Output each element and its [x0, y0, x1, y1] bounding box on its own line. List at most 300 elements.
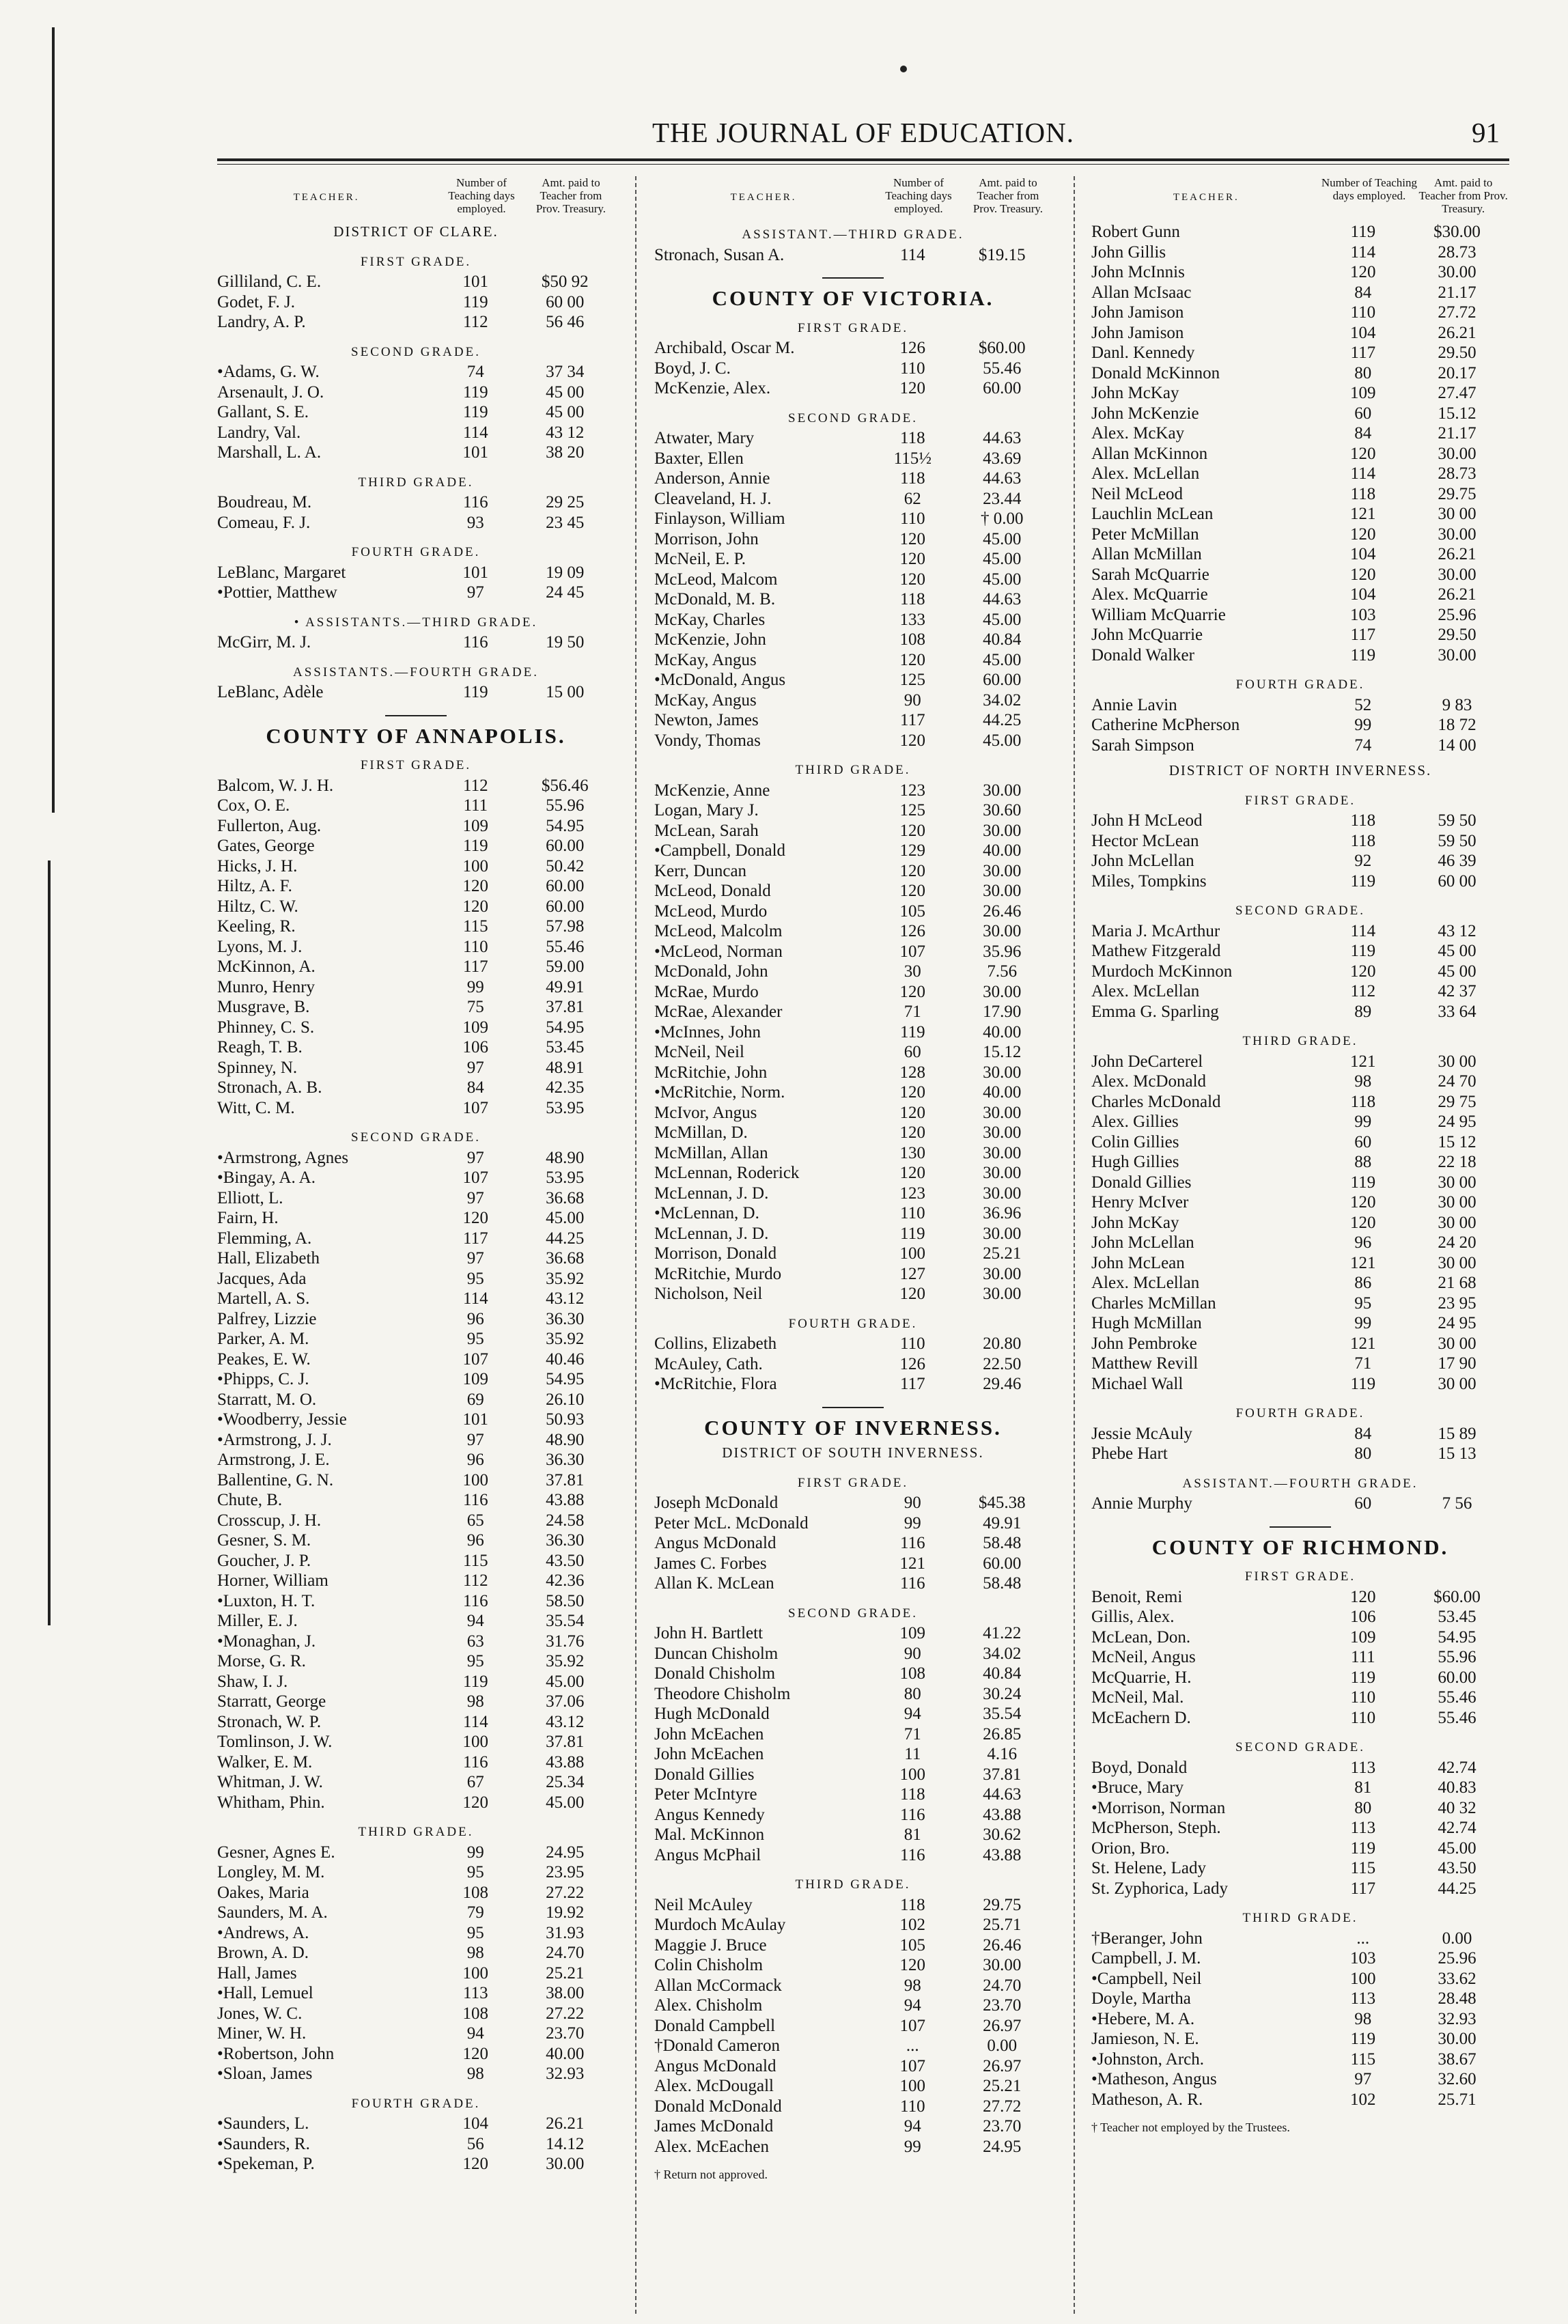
table-row	[654, 1996, 1052, 2016]
grade-heading: FIRST GRADE.	[797, 320, 909, 335]
table-row	[654, 2097, 1052, 2117]
teacher-name: Allan McKinnon	[1091, 444, 1208, 463]
amount-value: 7.56	[987, 962, 1018, 981]
teacher-name: Gilliland, C. E.	[217, 272, 322, 291]
table-row	[1091, 811, 1509, 831]
table-row	[1091, 1424, 1509, 1444]
table-row	[1091, 921, 1509, 942]
amount-value: 29.75	[983, 1895, 1022, 1914]
table-row	[654, 1664, 1052, 1684]
table-row	[217, 2024, 615, 2044]
days-value: 119	[1350, 645, 1376, 664]
days-value: 120	[899, 1123, 926, 1142]
days-value: 120	[1350, 263, 1376, 281]
amount-value: 49.91	[983, 1513, 1022, 1532]
table-row	[1091, 1152, 1509, 1173]
teacher-name: Landry, Val.	[217, 423, 301, 442]
table-row	[217, 897, 615, 917]
days-value: 100	[899, 2077, 926, 2095]
amount-value: 30.00	[983, 1264, 1022, 1283]
table-row	[654, 1845, 1052, 1866]
amount-value: 40.83	[1438, 1778, 1476, 1797]
amount-value: 30.62	[983, 1825, 1022, 1844]
teacher-name: •Hebere, M. A.	[1091, 2009, 1195, 2028]
days-value: 100	[462, 1733, 489, 1751]
days-value: 119	[1350, 1374, 1376, 1393]
amount-value: 50.42	[546, 856, 585, 876]
days-value: 112	[1350, 982, 1376, 1000]
table-row	[217, 1883, 615, 1903]
table-row	[217, 382, 615, 403]
header-amount: Amt. paid to Teacher from Prov. Treasury.	[972, 176, 1044, 215]
teacher-name: Henry McIver	[1091, 1193, 1189, 1212]
table-row	[1091, 504, 1509, 524]
table-row	[1091, 1989, 1509, 2009]
table-row	[654, 942, 1052, 962]
days-value: 106	[1350, 1608, 1376, 1626]
table-row	[217, 2064, 615, 2084]
teacher-name: Peter McIntyre	[654, 1785, 757, 1804]
column-1	[217, 176, 615, 2174]
amount-value: 34.02	[983, 690, 1022, 710]
teacher-name: •Morrison, Norman	[1091, 1798, 1226, 1817]
amount-value: 37.81	[546, 1470, 585, 1489]
amount-value: 30.00	[983, 1285, 1022, 1303]
table-row	[1091, 323, 1509, 344]
days-value: 84	[1354, 424, 1372, 443]
teacher-name: Emma G. Sparling	[1091, 1002, 1219, 1021]
amount-value: 38.67	[1438, 2049, 1476, 2069]
teacher-name: Hall, James	[217, 1963, 297, 1983]
days-value: 100	[462, 856, 489, 876]
amount-value: 25.71	[1438, 2090, 1476, 2109]
amount-value: 40.00	[546, 2044, 585, 2063]
table-row	[1091, 1838, 1509, 1859]
days-value: 110	[1350, 1708, 1376, 1727]
amount-value: 54.95	[546, 816, 585, 835]
days-value: 104	[1350, 545, 1376, 563]
amount-value: 30.00	[983, 1103, 1022, 1122]
table-row	[1091, 1587, 1509, 1608]
amount-value: 57.98	[546, 917, 585, 936]
amount-value: 30.00	[983, 1224, 1022, 1243]
grade-heading: SECOND GRADE.	[1235, 1740, 1365, 1754]
table-row	[217, 682, 615, 703]
amount-value: 43.50	[546, 1551, 585, 1570]
amount-value: 35.96	[983, 942, 1022, 961]
table-row	[217, 1470, 615, 1491]
days-value: 109	[899, 1624, 926, 1642]
teacher-name: Spinney, N.	[217, 1058, 298, 1077]
teacher-name: McLean, Don.	[1091, 1627, 1191, 1647]
amount-value: $60.00	[978, 339, 1026, 357]
days-value: 128	[899, 1063, 926, 1082]
amount-value: 14 00	[1438, 736, 1476, 755]
days-value: 126	[899, 339, 926, 357]
amount-value: 24.95	[983, 2137, 1022, 2156]
table-row	[654, 881, 1052, 901]
table-row	[217, 1430, 615, 1451]
header-days: Number of Teaching days employed.	[885, 176, 952, 215]
teacher-name: Starratt, George	[217, 1692, 326, 1711]
teacher-name: Miles, Tompkins	[1091, 871, 1207, 891]
teacher-name: John McEachen	[654, 1724, 764, 1744]
amount-value: 25.71	[983, 1916, 1022, 1934]
table-row	[217, 312, 615, 333]
days-value: 120	[899, 1083, 926, 1102]
days-value: 74	[466, 363, 484, 381]
header-amount: Amt. paid to Teacher from Prov. Treasury.	[535, 176, 606, 215]
days-value: 104	[1350, 323, 1376, 342]
teacher-name: Angus McDonald	[654, 1534, 776, 1552]
days-value: 119	[1350, 2030, 1376, 2048]
days-value: 110	[900, 2097, 925, 2116]
days-value: 120	[899, 1285, 926, 1303]
teacher-name: Baxter, Ellen	[654, 449, 744, 468]
amount-value: 60.00	[546, 877, 585, 895]
amount-value: 26.46	[983, 1935, 1022, 1955]
teacher-name: McLeod, Malcolm	[654, 922, 783, 940]
days-value: 116	[900, 1574, 925, 1593]
table-row	[654, 1955, 1052, 1976]
teacher-name: John McKay	[1091, 1213, 1179, 1232]
teacher-name: McRitchie, John	[654, 1063, 768, 1082]
table-row	[654, 2056, 1052, 2077]
amount-value: 46 39	[1438, 852, 1476, 870]
teacher-name: Donald Gillies	[654, 1765, 755, 1784]
days-value: 120	[462, 2155, 489, 2173]
teacher-name: Danl. Kennedy	[1091, 344, 1195, 362]
days-value: 56	[466, 2134, 484, 2153]
amount-value: 56 46	[546, 313, 585, 331]
teacher-name: •McDonald, Angus	[654, 671, 786, 689]
table-row	[654, 1002, 1052, 1022]
amount-value: 43.88	[983, 1805, 1022, 1824]
days-value: 89	[1354, 1002, 1372, 1021]
teacher-name: Sarah McQuarrie	[1091, 565, 1209, 584]
days-value: 60	[1354, 404, 1372, 423]
table-row	[1091, 303, 1509, 323]
table-row	[1091, 1253, 1509, 1274]
table-row	[654, 1976, 1052, 1996]
amount-value: 48.90	[546, 1148, 585, 1167]
teacher-name: Donald Campbell	[654, 2016, 776, 2035]
teacher-name: Colin Chisholm	[654, 1956, 764, 1974]
teacher-name: Hector McLean	[1091, 831, 1199, 850]
days-value: 90	[904, 690, 921, 710]
teacher-name: McKenzie, John	[654, 630, 766, 649]
table-row	[654, 1244, 1052, 1264]
days-value: 69	[466, 1390, 484, 1409]
days-value: 100	[1350, 1969, 1376, 1988]
table-row	[1091, 1273, 1509, 1293]
grade-heading: FOURTH GRADE.	[351, 2096, 481, 2111]
amount-value: 25.96	[1438, 605, 1476, 624]
margin-ink-line	[52, 27, 55, 813]
amount-value: 19 50	[546, 633, 585, 652]
teacher-name: Nicholson, Neil	[654, 1285, 763, 1303]
teacher-name: •Campbell, Donald	[654, 841, 786, 860]
table-row	[1091, 941, 1509, 962]
teacher-name: Allan K. McLean	[654, 1574, 774, 1593]
table-row	[1091, 1929, 1509, 1949]
amount-value: 25.34	[546, 1773, 585, 1791]
table-row	[217, 563, 615, 583]
amount-value: 26.46	[983, 901, 1022, 921]
teacher-name: Duncan Chisholm	[654, 1644, 779, 1663]
days-value: 111	[463, 796, 488, 815]
table-row	[217, 1229, 615, 1249]
table-row	[217, 1551, 615, 1571]
table-row	[654, 670, 1052, 690]
amount-value: 15 89	[1438, 1424, 1476, 1443]
amount-value: 30.00	[983, 982, 1022, 1001]
days-value: 119	[463, 837, 488, 855]
days-value: 120	[1350, 444, 1376, 463]
days-value: 96	[466, 1451, 484, 1469]
days-value: 114	[900, 245, 925, 264]
days-value: 120	[462, 897, 489, 916]
teacher-name: Cleaveland, H. J.	[654, 489, 772, 508]
teacher-name: Munro, Henry	[217, 977, 316, 996]
teacher-name: Jessie McAuly	[1091, 1424, 1192, 1443]
table-row	[1091, 715, 1509, 736]
amount-value: 21 68	[1438, 1274, 1476, 1292]
teacher-name: John Pembroke	[1091, 1334, 1197, 1353]
days-value: 133	[899, 610, 926, 629]
days-value: 120	[899, 1103, 926, 1122]
column-3	[1091, 176, 1509, 2138]
amount-value: $19.15	[978, 245, 1026, 264]
amount-value: 58.48	[983, 1574, 1022, 1593]
days-value: 119	[463, 292, 488, 311]
table-row	[1091, 1132, 1509, 1153]
days-value: 120	[462, 1209, 489, 1227]
table-row	[654, 468, 1052, 489]
amount-value: 30.00	[1438, 524, 1476, 544]
days-value: 120	[899, 982, 926, 1001]
days-value: 98	[466, 1944, 484, 1962]
district-heading: DISTRICT OF CLARE.	[333, 223, 499, 240]
table-row	[1091, 363, 1509, 384]
grade-heading: SECOND GRADE.	[788, 1606, 918, 1621]
table-row	[217, 423, 615, 443]
amount-value: 60.00	[983, 671, 1022, 689]
table-row	[217, 836, 615, 856]
amount-value: 45.00	[1438, 1838, 1476, 1858]
table-row	[217, 1923, 615, 1944]
days-value: 71	[904, 1724, 921, 1744]
table-row	[217, 1793, 615, 1813]
amount-value: 45 00	[1438, 962, 1476, 981]
table-row	[1091, 544, 1509, 565]
days-value: 107	[899, 2056, 926, 2075]
table-row	[654, 1644, 1052, 1664]
table-row	[654, 650, 1052, 671]
days-value: 109	[1350, 384, 1376, 402]
teacher-name: Parker, A. M.	[217, 1330, 309, 1348]
teacher-name: Murdoch McKinnon	[1091, 962, 1233, 981]
teacher-name: Donald Chisholm	[654, 1664, 776, 1683]
table-row	[217, 1148, 615, 1168]
teacher-name: Lyons, M. J.	[217, 937, 303, 956]
days-value: 94	[466, 1612, 484, 1630]
table-row	[654, 428, 1052, 449]
teacher-name: Hall, Elizabeth	[217, 1249, 320, 1268]
teacher-name: Alex. McLellan	[1091, 464, 1200, 483]
teacher-name: John Gillis	[1091, 242, 1166, 262]
amount-value: 37.81	[983, 1765, 1022, 1784]
grade-heading: THIRD GRADE.	[1242, 1034, 1358, 1048]
header-days: Number of Teaching days employed.	[1321, 176, 1418, 202]
days-value: 88	[1354, 1153, 1372, 1171]
teacher-name: Angus Kennedy	[654, 1805, 765, 1824]
days-value: 30	[904, 962, 921, 981]
days-value: 115	[463, 1551, 488, 1570]
grade-heading: SECOND GRADE.	[788, 410, 918, 425]
table-row	[654, 1935, 1052, 1956]
grade-heading: FOURTH GRADE.	[351, 545, 481, 559]
teacher-name: McLeod, Murdo	[654, 901, 768, 921]
table-row	[654, 1224, 1052, 1244]
table-row	[1091, 1688, 1509, 1708]
days-value: 84	[1354, 1424, 1372, 1443]
days-value: 101	[462, 1410, 489, 1429]
days-value: 99	[904, 1513, 921, 1532]
table-row	[1091, 484, 1509, 505]
amount-value: $30.00	[1433, 223, 1481, 241]
teacher-name: Alex. McLellan	[1091, 1274, 1200, 1292]
amount-value: 55.46	[546, 937, 585, 956]
amount-value: 24 20	[1438, 1233, 1476, 1252]
days-value: 120	[1350, 565, 1376, 584]
teacher-name: Alex. McKay	[1091, 424, 1185, 443]
teacher-name: John DeCarterel	[1091, 1052, 1203, 1071]
table-row	[1091, 262, 1509, 283]
teacher-name: McKenzie, Alex.	[654, 379, 771, 397]
teacher-name: Stronach, Susan A.	[654, 245, 785, 264]
teacher-name: McLennan, Roderick	[654, 1164, 800, 1182]
days-value: 109	[462, 1018, 489, 1037]
amount-value: 24.58	[546, 1511, 585, 1530]
days-value: 118	[1350, 811, 1376, 830]
teacher-name: Hugh McMillan	[1091, 1314, 1202, 1332]
table-row	[654, 1184, 1052, 1204]
days-value: 119	[1350, 223, 1376, 241]
teacher-name: •Johnston, Arch.	[1091, 2049, 1205, 2069]
table-row	[1091, 871, 1509, 892]
amount-value: 4.16	[987, 1745, 1018, 1763]
grade-heading: THIRD GRADE.	[795, 1877, 911, 1892]
amount-value: 48.90	[546, 1430, 585, 1449]
teacher-name: Archibald, Oscar M.	[654, 339, 795, 357]
table-row	[654, 1533, 1052, 1554]
amount-value: 32.60	[1438, 2070, 1476, 2088]
days-value: 100	[899, 1244, 926, 1263]
teacher-name: McNeil, E. P.	[654, 550, 746, 568]
days-value: 112	[463, 313, 488, 331]
days-value: 99	[466, 977, 484, 996]
amount-value: 28.73	[1438, 242, 1476, 262]
teacher-name: Benoit, Remi	[1091, 1587, 1183, 1606]
teacher-name: William McQuarrie	[1091, 605, 1226, 624]
days-value: 110	[900, 509, 925, 528]
amount-value: 45.00	[546, 1793, 585, 1812]
amount-value: 45.00	[983, 550, 1022, 568]
days-value: 86	[1354, 1274, 1372, 1292]
amount-value: 30.00	[1438, 263, 1476, 281]
amount-value: 23.44	[983, 489, 1022, 508]
days-value: 109	[1350, 1627, 1376, 1647]
table-row	[217, 1732, 615, 1752]
days-value: 114	[1350, 921, 1376, 940]
days-value: 97	[466, 583, 484, 602]
teacher-name: Gallant, S. E.	[217, 403, 309, 421]
amount-value: 42 37	[1438, 982, 1476, 1000]
amount-value: 9 83	[1442, 695, 1472, 714]
days-value: 118	[900, 1895, 925, 1914]
days-value: 99	[1354, 716, 1372, 734]
teacher-name: Stronach, W. P.	[217, 1712, 322, 1731]
amount-value: 30.00	[983, 781, 1022, 800]
days-value: 95	[466, 1923, 484, 1942]
days-value: 110	[900, 359, 925, 378]
teacher-name: McEachern D.	[1091, 1708, 1191, 1727]
amount-value: 35.92	[546, 1269, 585, 1288]
days-value: 120	[899, 650, 926, 669]
table-row	[217, 2134, 615, 2155]
table-row	[654, 1284, 1052, 1304]
amount-value: 26.97	[983, 2056, 1022, 2075]
days-value: 119	[900, 1022, 925, 1041]
teacher-name: Atwater, Mary	[654, 429, 755, 447]
days-value: 109	[462, 816, 489, 835]
table-row	[654, 821, 1052, 841]
days-value: 104	[462, 2114, 489, 2133]
table-row	[1091, 1948, 1509, 1969]
teacher-name: Goucher, J. P.	[217, 1551, 311, 1570]
days-value: 126	[899, 1354, 926, 1373]
days-value: 95	[466, 1330, 484, 1348]
table-row	[217, 583, 615, 603]
table-row	[654, 529, 1052, 550]
county-heading: COUNTY OF ANNAPOLIS.	[266, 723, 566, 748]
district-heading: DISTRICT OF NORTH INVERNESS.	[1168, 762, 1432, 779]
days-value: 110	[1350, 1688, 1376, 1707]
teacher-name: Comeau, F. J.	[217, 513, 311, 532]
days-value: 115	[463, 917, 488, 936]
table-row	[217, 1943, 615, 1963]
table-row	[217, 1098, 615, 1119]
teacher-name: Allan McMillan	[1091, 545, 1202, 563]
days-value: 106	[462, 1038, 489, 1056]
amount-value: 45.00	[983, 650, 1022, 669]
amount-value: 32.93	[1438, 2009, 1476, 2028]
table-row	[217, 1168, 615, 1188]
teacher-name: Landry, A. P.	[217, 313, 306, 331]
teacher-name: Orion, Bro.	[1091, 1838, 1170, 1858]
table-row	[654, 1825, 1052, 1845]
grade-heading: FOURTH GRADE.	[1235, 1406, 1365, 1420]
amount-value: 25.96	[1438, 1949, 1476, 1968]
days-value: 62	[904, 489, 921, 508]
table-row	[654, 338, 1052, 359]
teacher-name: Theodore Chisholm	[654, 1684, 791, 1703]
amount-value: 42.74	[1438, 1819, 1476, 1837]
days-value: 120	[899, 570, 926, 589]
teacher-name: Tomlinson, J. W.	[217, 1733, 333, 1751]
days-value: 114	[463, 1712, 488, 1731]
